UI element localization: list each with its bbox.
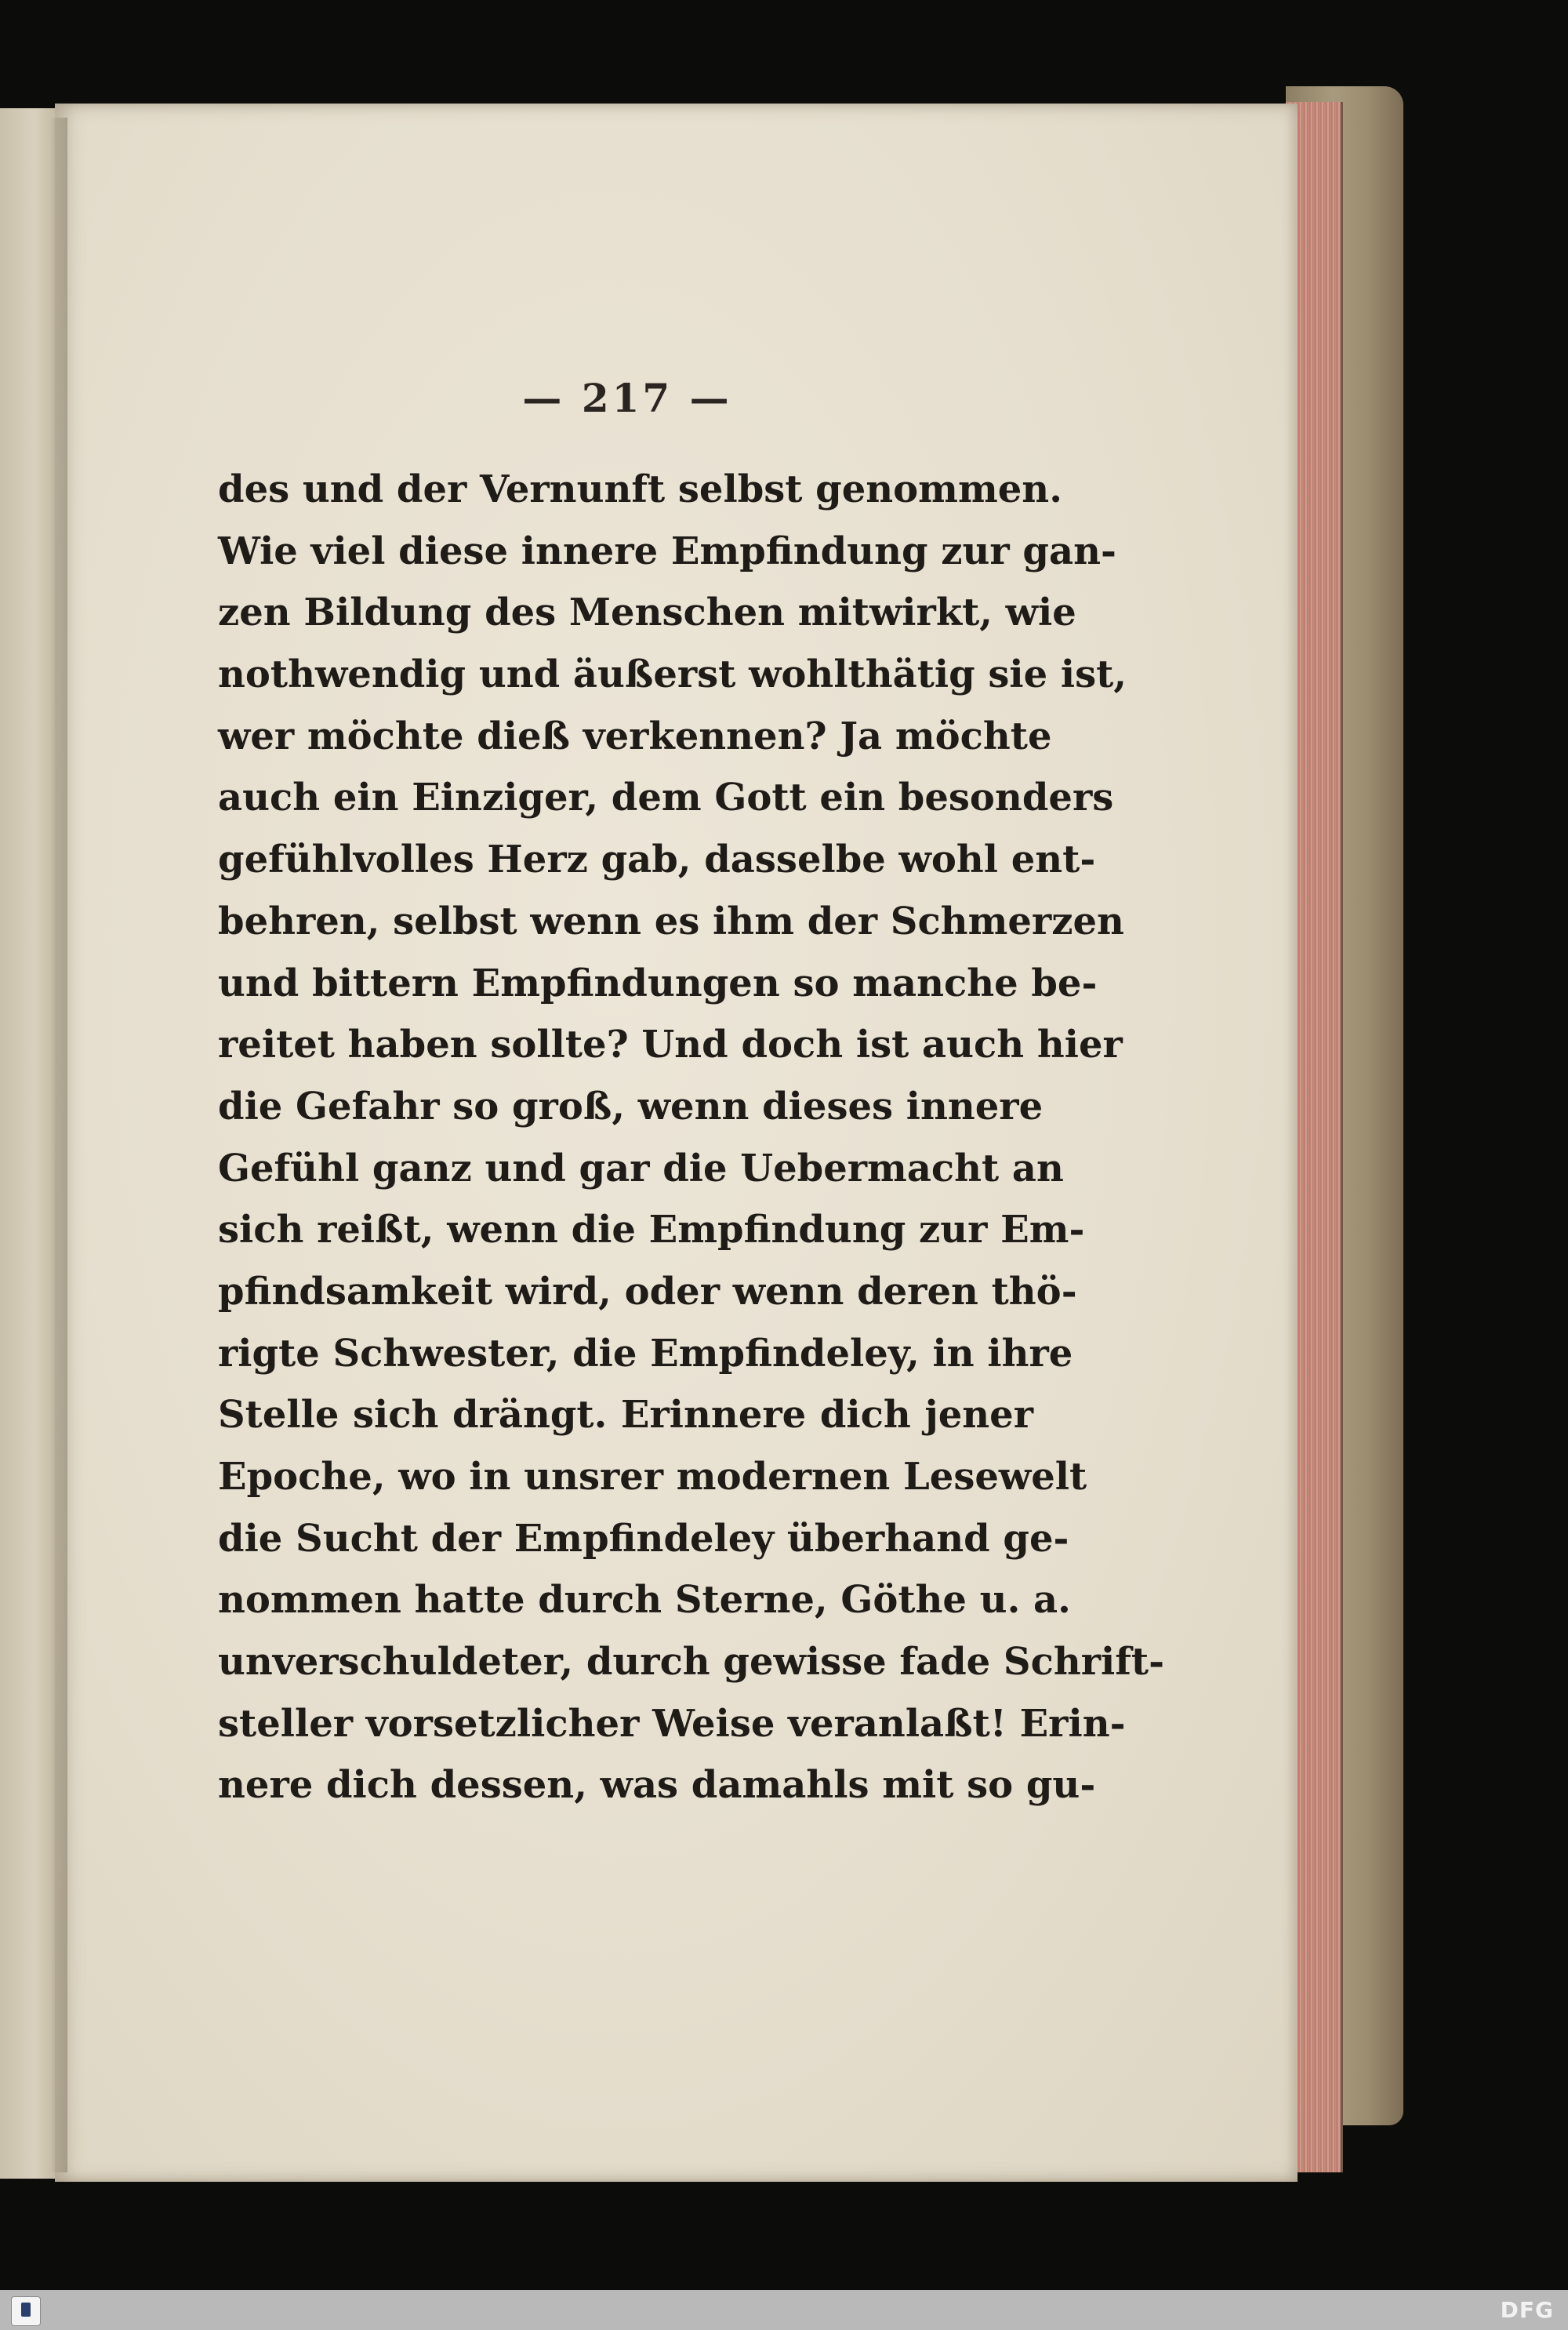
gutter-shadow <box>50 118 67 2172</box>
text-line: steller vorsetzlicher Weise veranlaßt! Erin- <box>218 1701 1126 1746</box>
text-line: nommen hatte durch Sterne, Göthe u. a. <box>218 1578 1071 1623</box>
text-line: die Sucht der Empfindeley überhand ge- <box>218 1516 1069 1561</box>
library-logo-icon[interactable] <box>11 2296 41 2326</box>
text-line: Wie viel diese innere Empfindung zur gan- <box>218 529 1116 573</box>
text-line: Gefühl ganz und gar die Uebermacht an <box>218 1146 1064 1190</box>
page-number: — 217 — <box>522 375 732 421</box>
text-line: Stelle sich drängt. Erinnere dich jener <box>218 1393 1033 1438</box>
text-line: und bittern Empfindungen so manche be- <box>218 961 1098 1005</box>
viewer-footer <box>0 2290 1568 2330</box>
body-text <box>218 459 1164 1816</box>
text-line: gefühlvolles Herz gab, dasselbe wohl ent- <box>218 838 1096 882</box>
dfg-logo: DFG <box>1500 2297 1554 2323</box>
text-line: die Gefahr so groß, wenn dieses innere <box>218 1084 1044 1129</box>
text-line: des und der Vernunft selbst genommen. <box>218 467 1062 511</box>
text-line: nere dich dessen, was damahls mit so gu- <box>218 1763 1096 1808</box>
text-line: sich reißt, wenn die Empfindung zur Em- <box>218 1208 1085 1252</box>
text-line: behren, selbst wenn es ihm der Schmerzen <box>218 899 1124 943</box>
text-line: auch ein Einziger, dem Gott ein besonders <box>218 776 1114 820</box>
text-line: wer möchte dieß verkennen? Ja möchte <box>218 714 1052 758</box>
text-line: Epoche, wo in unsrer modernen Lesewelt <box>218 1455 1087 1499</box>
text-line: pfindsamkeit wird, oder wenn deren thö- <box>218 1269 1077 1314</box>
text-line: rigte Schwester, die Empfindeley, in ihre <box>218 1331 1073 1376</box>
text-line: nothwendig und äußerst wohlthätig sie ist, <box>218 652 1127 697</box>
text-line: zen Bildung des Menschen mitwirkt, wie <box>218 591 1076 635</box>
text-line: unverschuldeter, durch gewisse fade Schrift- <box>218 1640 1164 1685</box>
text-line: reitet haben sollte? Und doch ist auch hier <box>218 1023 1123 1067</box>
